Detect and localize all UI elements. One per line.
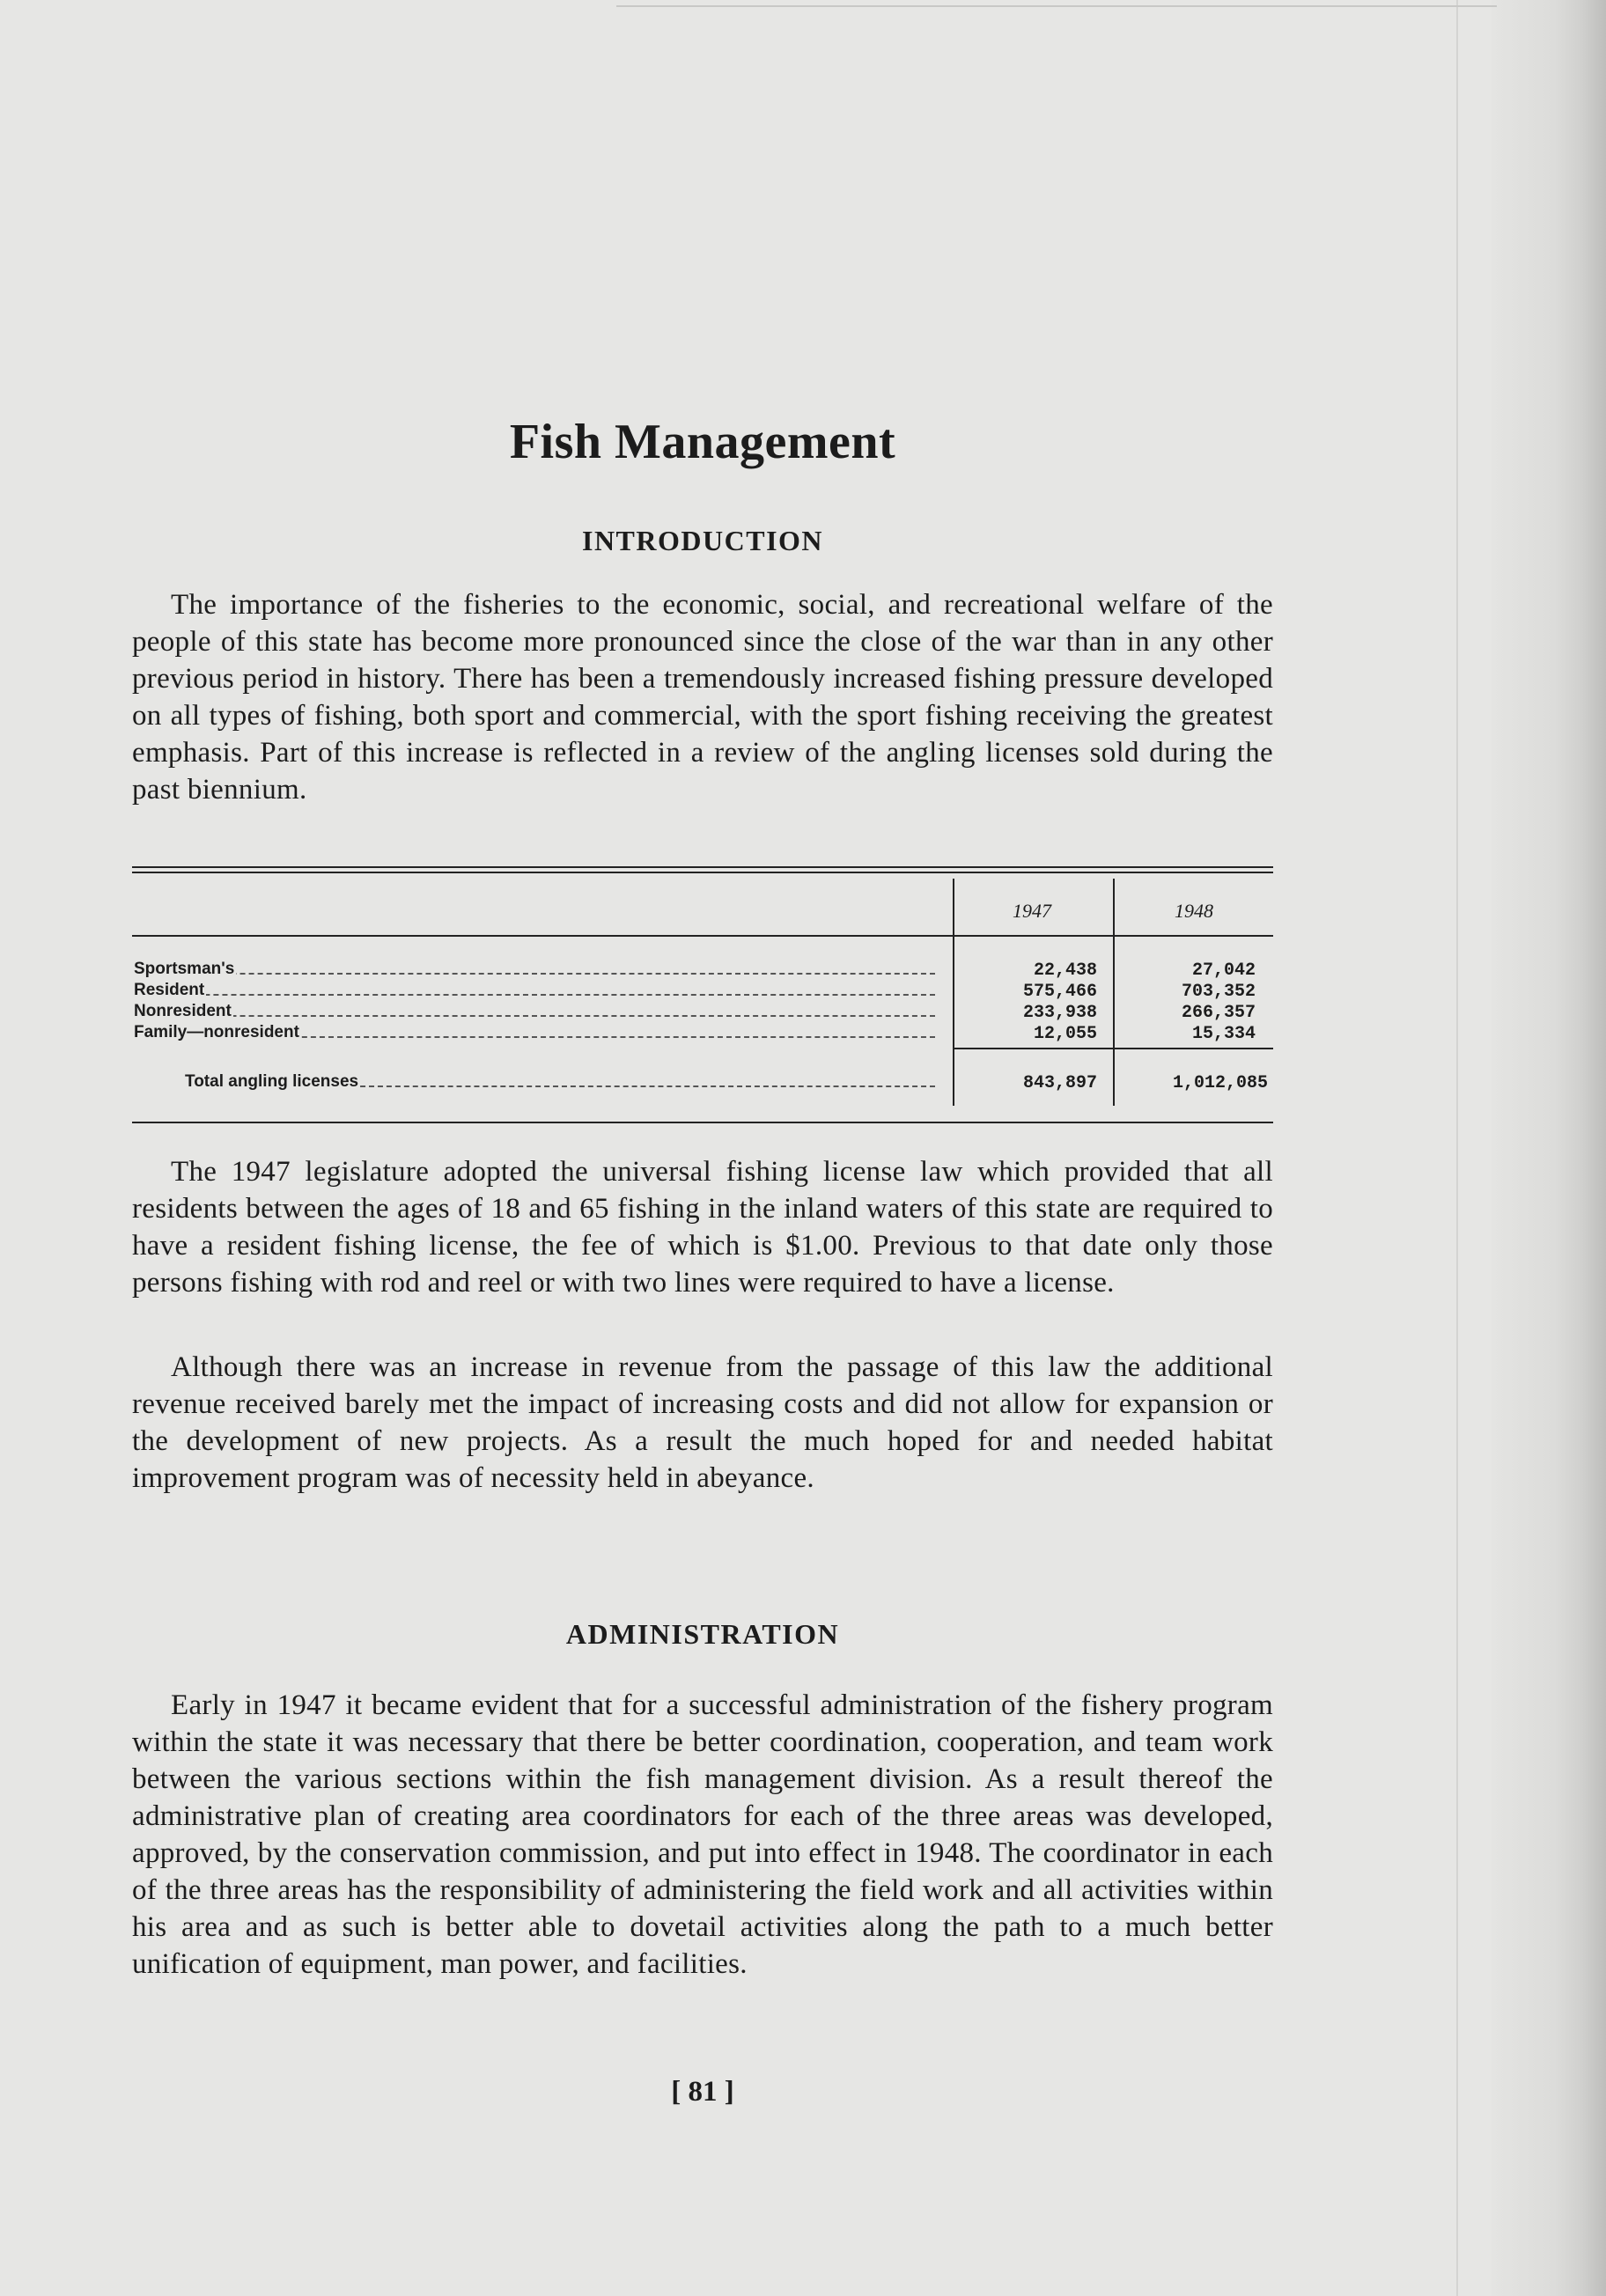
table-top-rule-2 <box>132 872 1273 873</box>
page-edge-line <box>1456 0 1458 2296</box>
table-row-nonresident <box>134 1002 953 1021</box>
row-label: Sportsman's <box>134 960 235 978</box>
table-row-resident <box>134 981 953 1000</box>
table-subtotal-rule <box>953 1048 1273 1049</box>
introduction-paragraph: The importance of the fisheries to the economic, social, and recreational welfare of the people of this state has become more pronounced since the close of the war than in any other previous period in history. There has been a tremendously increased fishing pressure developed on all types of fishing, both sport and commercial, with the sport fishing receiving the greatest emphasis. Part of this increase is reflected in a review of the angling licenses sold during the past biennium. <box>132 589 1273 806</box>
row-value-1947: 12,055 <box>1033 1024 1097 1044</box>
page-title: Fish Management <box>509 415 896 469</box>
table-bottom-rule <box>132 1122 1273 1123</box>
column-header-1948: 1948 <box>1175 900 1213 922</box>
page-edge-shadow <box>1492 0 1606 2296</box>
table-row-family-nonresident <box>134 1023 953 1042</box>
row-value-1947: 233,938 <box>1022 1003 1097 1023</box>
row-label: Nonresident <box>134 1002 232 1020</box>
row-value-1948: 266,357 <box>1181 1003 1256 1023</box>
license-table <box>132 866 1273 1127</box>
administration-heading: ADMINISTRATION <box>565 1618 840 1650</box>
table-row-sportsmans <box>134 960 953 979</box>
table-divider-1948 <box>1113 879 1115 1106</box>
introduction-heading: INTRODUCTION <box>581 525 824 556</box>
row-value-1948: 27,042 <box>1191 960 1256 981</box>
row-value-1947: 575,466 <box>1022 982 1097 1002</box>
legislation-paragraph-1: The 1947 legislature adopted the universal fishing license law which provided that all residents between the ages of 18 and 65 fishing in the inland waters of this state are required to have a resident fishing license, the fee of which is $1.00. Previous to that date only those persons fishing with rod and reel or with two lines were required to have a license. <box>132 1156 1273 1299</box>
row-label: Family—nonresident <box>134 1023 299 1041</box>
row-value-1947: 22,438 <box>1033 960 1097 981</box>
table-top-rule <box>132 866 1273 868</box>
row-value-1948: 15,334 <box>1191 1024 1256 1044</box>
administration-paragraph: Early in 1947 it became evident that for a successful administration of the fishery program within the state it was necessary that there be better coordination, cooperation, and team work between the various sections within the fish management division. As a result thereof the administrative plan of creating area coordinators for each of the three areas was developed, approved, by the conservation commission, and put into effect in 1948. The coordinator in each of the three areas has the responsibility of administering the field work and all activities within his area and as such is better able to dovetail activities along the path to a much better unification of equipment, man power, and facilities. <box>132 1689 1273 1980</box>
row-label: Resident <box>134 981 205 999</box>
table-header-rule <box>132 935 1273 937</box>
table-divider-1947 <box>953 879 954 1106</box>
total-value-1948: 1,012,085 <box>1172 1073 1268 1093</box>
table-row-total <box>185 1072 953 1092</box>
column-header-1947: 1947 <box>1013 900 1051 922</box>
total-label: Total angling licenses <box>185 1072 359 1091</box>
row-value-1948: 703,352 <box>1181 982 1256 1002</box>
page-number: [ 81 ] <box>671 2076 734 2108</box>
top-edge-line <box>616 5 1497 7</box>
legislation-paragraph-2: Although there was an increase in revenue from the passage of this law the additional revenue received barely met the impact of increasing costs and did not allow for expansion or the development of new projects. As a result the much hoped for and needed habitat improvement program was of necessity held in abeyance. <box>132 1351 1273 1494</box>
total-value-1947: 843,897 <box>1022 1073 1097 1093</box>
